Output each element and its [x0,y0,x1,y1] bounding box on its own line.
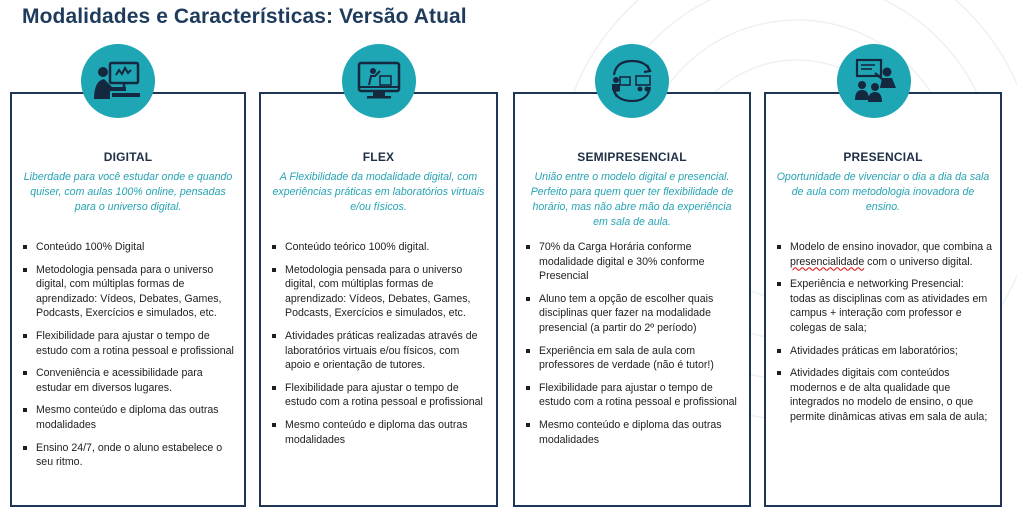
list-item: Conveniência e acessibilidade para estudar em diversos lugares. [22,366,236,395]
video-lecture-monitor-icon [342,44,416,118]
card-subtitle: Oportunidade de vivenciar o dia a dia da sala de aula com metodologia inovadora de ensino. [776,171,990,213]
list-item: Flexibilidade para ajustar o tempo de estudo com a rotina pessoal e profissional [525,381,741,410]
card-title: DIGITAL [103,150,153,164]
list-item: Conteúdo teórico 100% digital. [271,240,488,255]
card-subtitle: Liberdade para você estudar onde e quando quiser, com aulas 100% online, pensadas para o universo digital. [23,171,233,213]
list-item: Mesmo conteúdo e diploma das outras modalidades [22,403,236,432]
card-flex [259,92,498,507]
list-item: Flexibilidade para ajustar o tempo de estudo com a rotina pessoal e profissional [271,381,488,410]
list-item: Ensino 24/7, onde o aluno estabelece o seu ritmo. [22,441,236,470]
card-subtitle: União entre o modelo digital e presencial. Perfeito para quem quer ter flexibilidade de horário, mas não abre mão da experiência em sala de aula. [530,171,734,228]
card-title: SEMIPRESENCIAL [577,150,687,164]
card-title: FLEX [362,150,395,164]
feature-list [525,240,741,455]
list-item: 70% da Carga Horária conforme modalidade digital e 30% conforme Presencial [525,240,741,284]
list-item: Aluno tem a opção de escolher quais disciplinas quer fazer na modalidade presencial (a partir do 2º período) [525,292,741,336]
list-item: Modelo de ensino inovador, que combina a presencialidade com o universo digital. [776,240,992,269]
list-item: Atividades digitais com conteúdos modernos e de alta qualidade que integrados no modelo de ensino, o que permite dinâmicas ativas em sala de aula; [776,366,992,424]
list-item: Experiência e networking Presencial: todas as disciplinas com as atividades em campus + interação com professor e colegas de sala; [776,277,992,335]
online-and-classroom-cycle-icon [595,44,669,118]
person-at-computer-icon [81,44,155,118]
classroom-teacher-icon [837,44,911,118]
card-semipresencial [513,92,751,507]
list-item: Mesmo conteúdo e diploma das outras modalidades [525,418,741,447]
list-item: Conteúdo 100% Digital [22,240,236,255]
card-digital [10,92,246,507]
card-title: PRESENCIAL [843,150,923,164]
list-item: Flexibilidade para ajustar o tempo de estudo com a rotina pessoal e profissional [22,329,236,358]
feature-list [271,240,488,455]
card-presencial [764,92,1002,507]
list-item: Metodologia pensada para o universo digital, com múltiplas formas de aprendizado: Vídeos, Debates, Games, Podcasts, Exercícios e simulados, etc. [271,263,488,321]
feature-list [22,240,236,478]
list-item: Experiência em sala de aula com professores de verdade (não é tutor!) [525,344,741,373]
feature-list [776,240,992,433]
list-item: Mesmo conteúdo e diploma das outras modalidades [271,418,488,447]
page-title: Modalidades e Características: Versão Atual [22,5,467,28]
card-subtitle: A Flexibilidade da modalidade digital, com experiências práticas em laboratórios virtuais e/ou físicos. [272,171,485,213]
list-item: Atividades práticas realizadas através de laboratórios virtuais e/ou físicos, com apoio e orientação de tutores. [271,329,488,373]
list-item: Atividades práticas em laboratórios; [776,344,992,359]
list-item: Metodologia pensada para o universo digital, com múltiplas formas de aprendizado: Vídeos, Debates, Games, Podcasts, Exercícios e simulados, etc. [22,263,236,321]
